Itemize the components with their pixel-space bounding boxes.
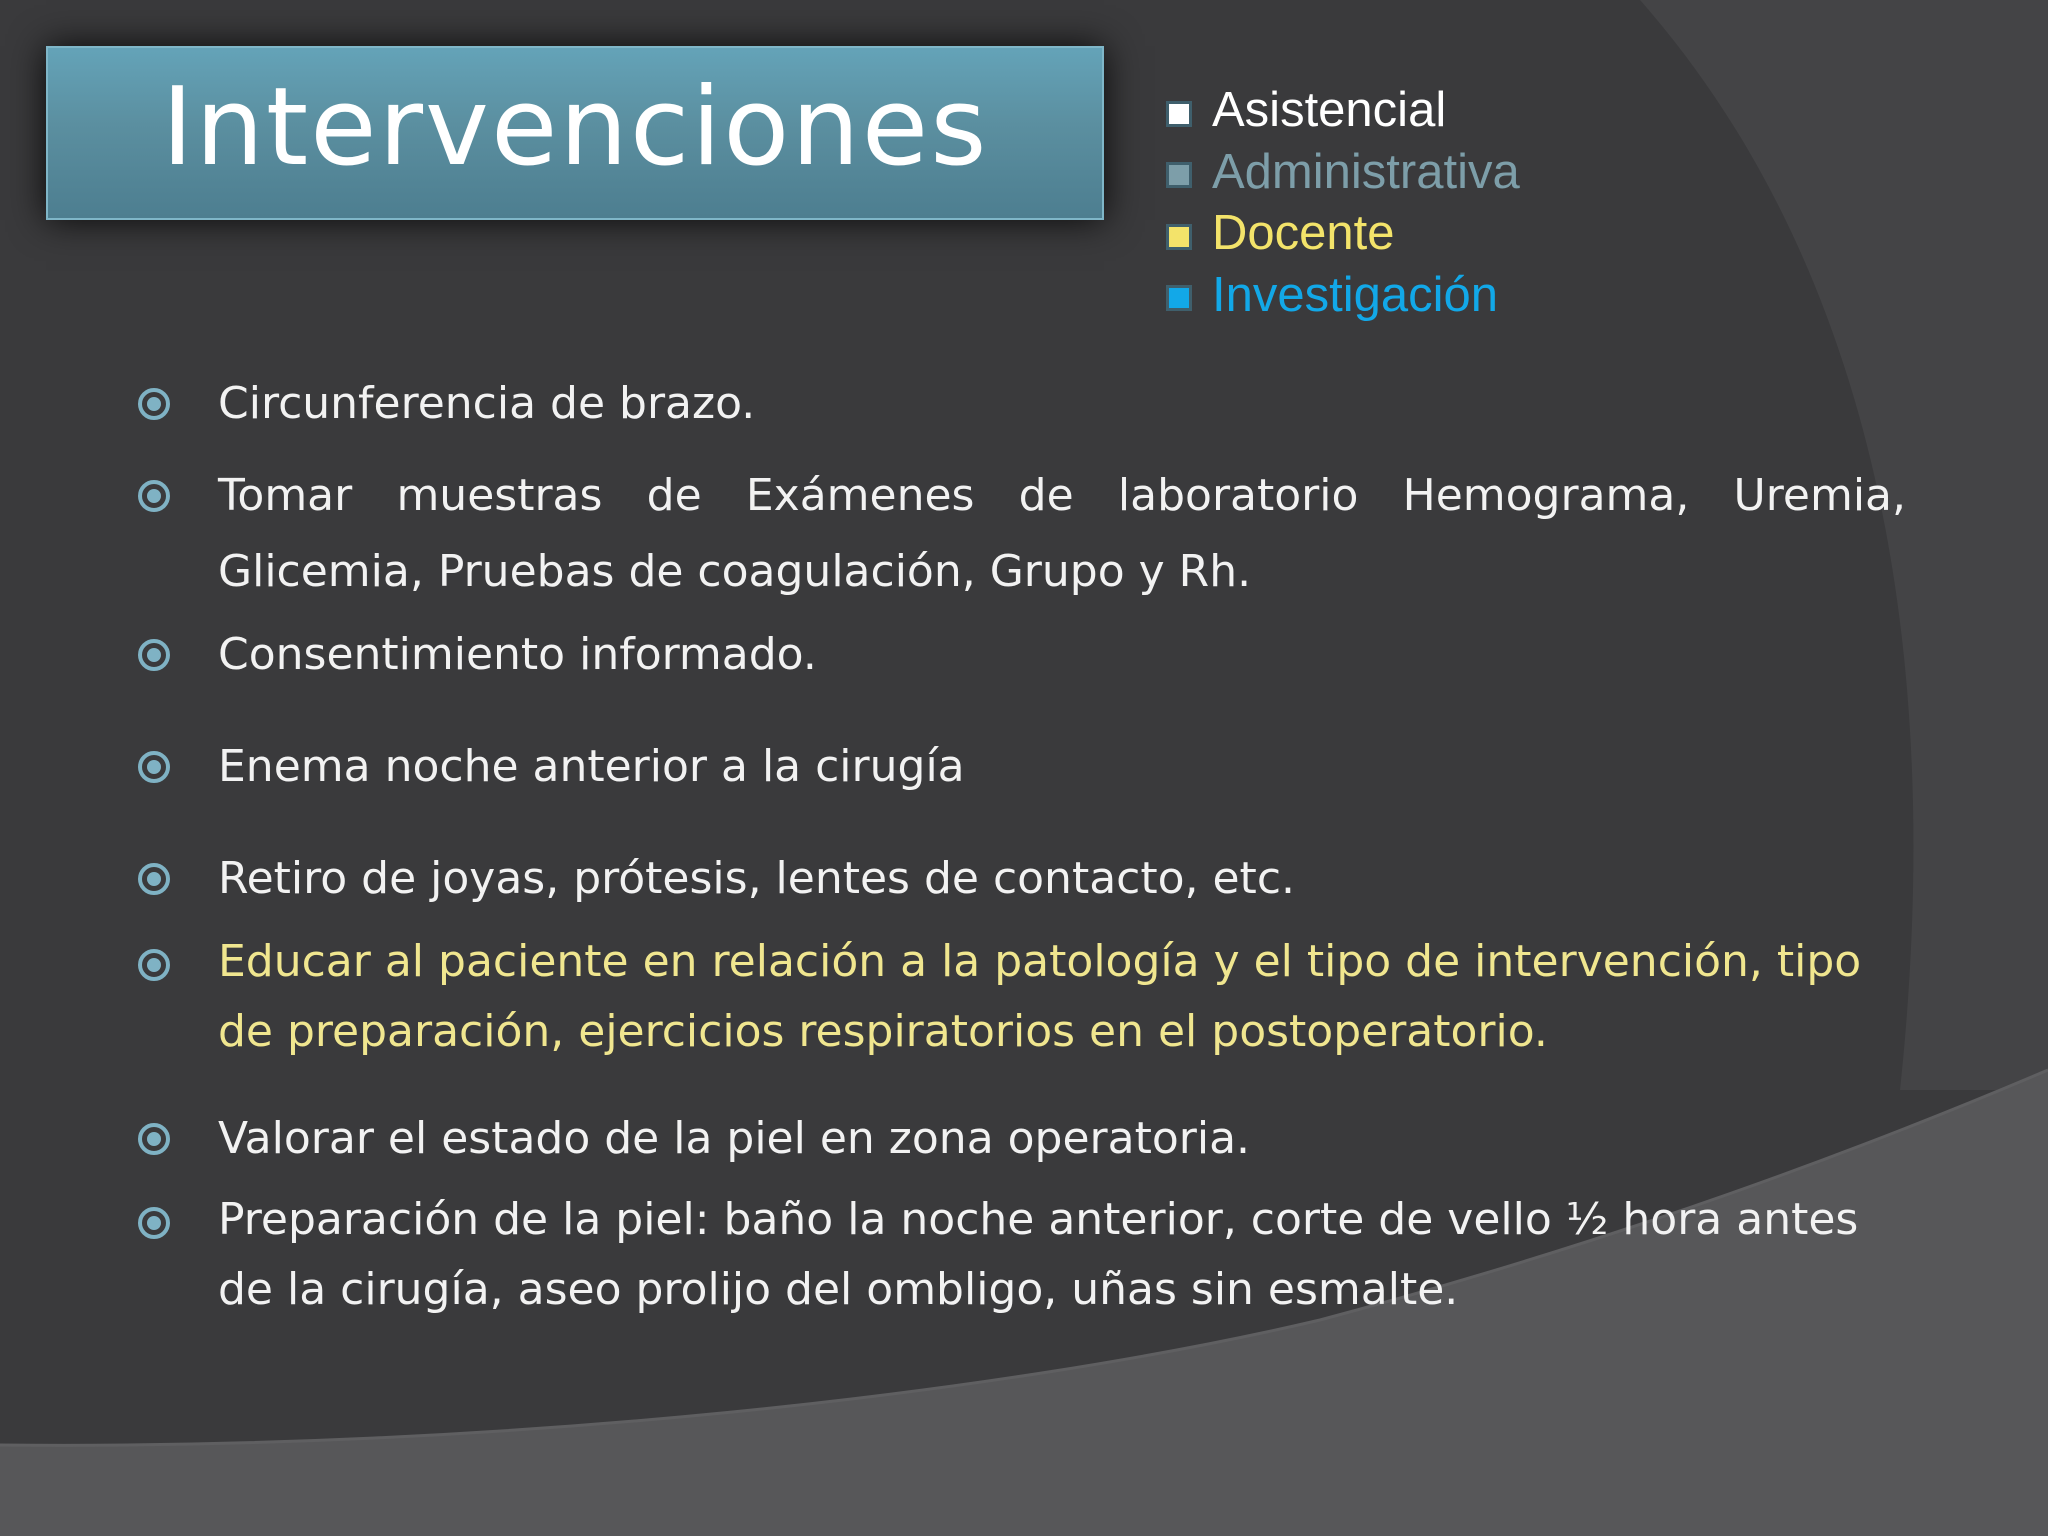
bullet-text: Tomar muestras de Exámenes de laboratorio Hemograma, Uremia, Glicemia, Pruebas de coagulación, Grupo y Rh.: [218, 470, 1906, 597]
target-bullet-icon: [136, 749, 172, 785]
target-bullet-icon: [136, 637, 172, 673]
target-bullet-icon: [136, 478, 172, 514]
legend-label: Investigación: [1212, 267, 1499, 322]
legend-label: Docente: [1212, 206, 1395, 261]
target-bullet-icon: [136, 947, 172, 983]
legend-item-administrativa: [1166, 142, 1520, 204]
legend: [1166, 80, 1520, 326]
legend-item-investigacion: [1166, 265, 1520, 327]
legend-label: Administrativa: [1212, 144, 1520, 199]
legend-item-asistencial: [1166, 80, 1520, 142]
target-bullet-icon: [136, 861, 172, 897]
bullet-text: Valorar el estado de la piel en zona operatoria.: [218, 1113, 1251, 1164]
legend-swatch: [1166, 285, 1192, 311]
legend-swatch: [1166, 162, 1192, 188]
legend-item-docente: [1166, 203, 1520, 265]
bullet-text: Preparación de la piel: baño la noche anterior, corte de vello ½ hora antes de la cirugía, aseo prolijo del ombligo, uñas sin esmalte.: [218, 1194, 1859, 1315]
bullet-text: Retiro de joyas, prótesis, lentes de contacto, etc.: [218, 853, 1295, 904]
page-title: Intervenciones: [161, 64, 989, 190]
legend-swatch: [1166, 101, 1192, 127]
target-bullet-icon: [136, 386, 172, 422]
bullet-text: Circunferencia de brazo.: [218, 378, 756, 429]
target-bullet-icon: [136, 1205, 172, 1241]
legend-swatch: [1166, 224, 1192, 250]
title-banner: [46, 46, 1104, 220]
bullet-text-highlighted: Educar al paciente en relación a la patología y el tipo de intervención, tipo de preparación, ejercicios respiratorios en el postoperatorio.: [218, 936, 1862, 1057]
target-bullet-icon: [136, 1121, 172, 1157]
legend-label: Asistencial: [1212, 83, 1447, 138]
bullet-text: Enema noche anterior a la cirugía: [218, 741, 965, 792]
bullet-text: Consentimiento informado.: [218, 629, 817, 680]
